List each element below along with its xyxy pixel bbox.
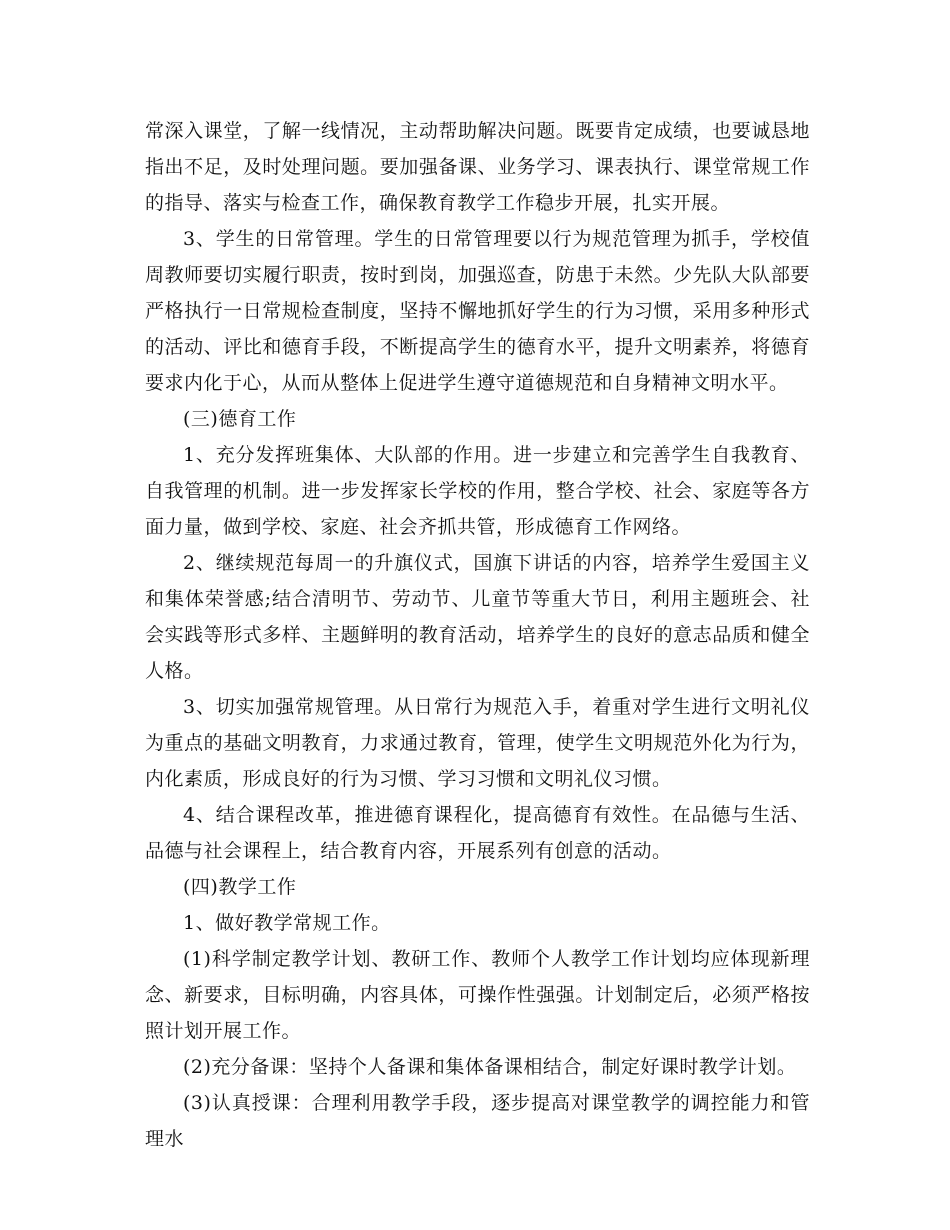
paragraph-moral-4: 4、结合课程改革，推进德育课程化，提高德育有效性。在品德与生活、品德与社会课程上，结合教育内容，开展系列有创意的活动。	[145, 804, 810, 862]
section-heading-moral-education: (三)德育工作	[183, 408, 297, 430]
section-heading-teaching-work: (四)教学工作	[183, 876, 297, 898]
paragraph-moral-1: 1、充分发挥班集体、大队部的作用。进一步建立和完善学生自我教育、自我管理的机制。进一步发挥家长学校的作用，整合学校、社会、家庭等各方面力量，做到学校、家庭、社会齐抓共管，形成德育工作网络。	[145, 444, 810, 538]
paragraph-teaching-1-1: (1)科学制定教学计划、教研工作、教师个人教学工作计划均应体现新理念、新要求，目标明确，内容具体，可操作性强强。计划制定后，必须严格按照计划开展工作。	[145, 948, 810, 1042]
paragraph-moral-3: 3、切实加强常规管理。从日常行为规范入手，着重对学生进行文明礼仪为重点的基础文明教育，力求通过教育，管理，使学生文明规范外化为行为，内化素质，形成良好的行为习惯、学习习惯和文明礼仪习惯。	[145, 696, 810, 790]
paragraph-moral-2: 2、继续规范每周一的升旗仪式，国旗下讲话的内容，培养学生爱国主义和集体荣誉感;结合清明节、劳动节、儿童节等重大节日，利用主题班会、社会实践等形式多样、主题鲜明的教育活动，培养学生的良好的意志品质和健全人格。	[145, 552, 810, 682]
paragraph-teaching-1-3: (3)认真授课：合理利用教学手段，逐步提高对课堂教学的调控能力和管理水	[145, 1092, 810, 1150]
paragraph-teaching-1: 1、做好教学常规工作。	[183, 912, 391, 934]
paragraph-student-daily-management: 3、学生的日常管理。学生的日常管理要以行为规范管理为抓手，学校值周教师要切实履行职责，按时到岗，加强巡查，防患于未然。少先队大队部要严格执行一日常规检查制度，坚持不懈地抓好学生的行为习惯，采用多种形式的活动、评比和德育手段，不断提高学生的德育水平，提升文明素养，将德育要求内化于心，从而从整体上促进学生遵守道德规范和自身精神文明水平。	[145, 228, 810, 394]
document-body	[145, 113, 810, 1157]
paragraph-continuation: 常深入课堂，了解一线情况，主动帮助解决问题。既要肯定成绩，也要诚恳地指出不足，及时处理问题。要加强备课、业务学习、课表执行、课堂常规工作的指导、落实与检查工作，确保教育教学工作稳步开展，扎实开展。	[145, 120, 810, 214]
paragraph-teaching-1-2: (2)充分备课：坚持个人备课和集体备课相结合，制定好课时教学计划。	[183, 1056, 797, 1078]
